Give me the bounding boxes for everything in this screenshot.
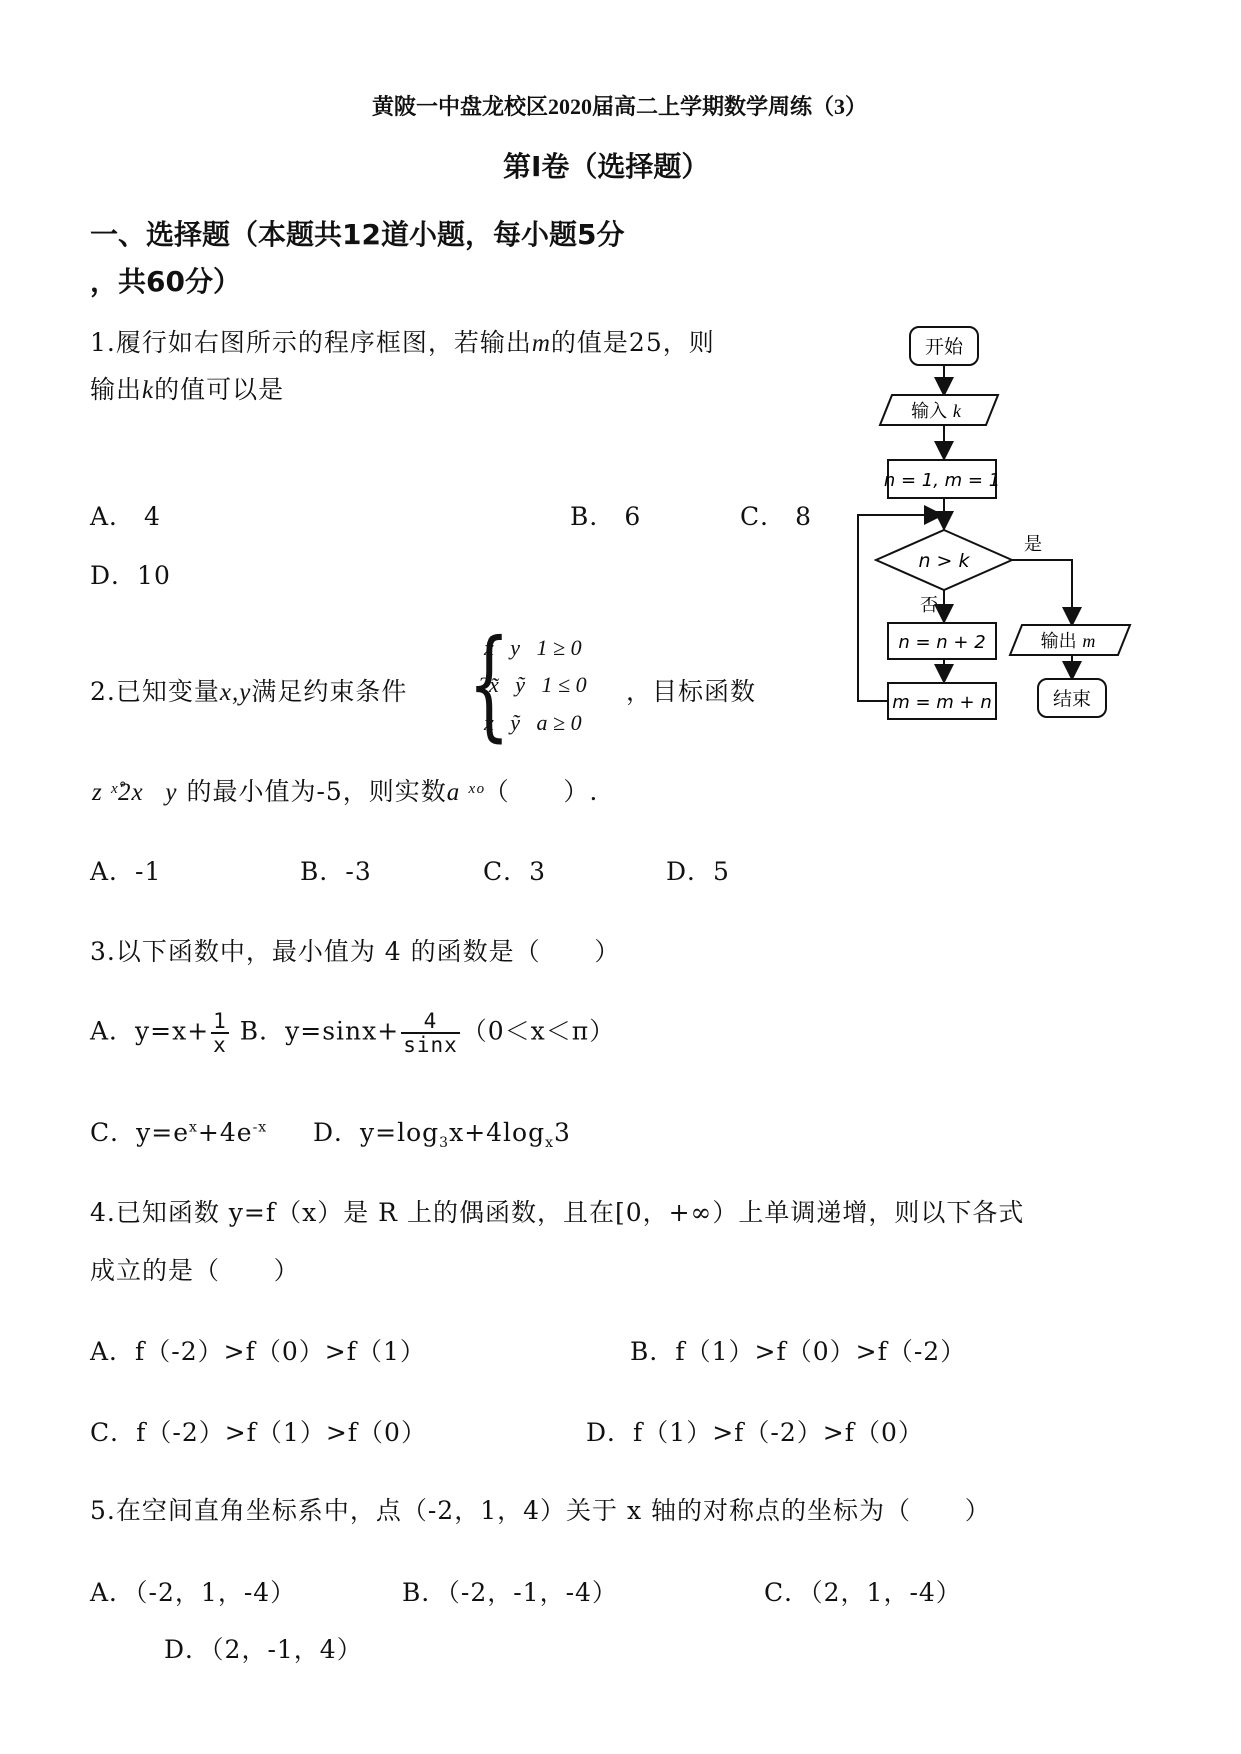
q1-text-d: 的值可以是 [154, 375, 285, 404]
question-1-line1 [90, 323, 715, 359]
q3-option-c-b: +4e [197, 1118, 253, 1147]
q3-options-ab [90, 1010, 615, 1056]
q3-option-d-a: D．y=log [313, 1118, 440, 1147]
flow-output-var: m [1082, 631, 1096, 651]
q3-option-c-sup2: -x [252, 1119, 268, 1136]
q3-option-d-b: x+4log [449, 1118, 546, 1147]
q1-text-a: 1.履行如右图所示的程序框图，若输出 [90, 328, 532, 357]
flow-input-var: k [952, 401, 961, 421]
q2-prefix: 2.已知变量 [90, 677, 220, 706]
q3-option-d-c: 3 [554, 1118, 571, 1147]
q2-constraint-brace: { [468, 615, 510, 754]
q3-option-a-prefix: A．y=x+ [90, 1016, 210, 1046]
q4-option-b: B．f（1）>f（0）>f（-2） [630, 1337, 967, 1366]
q2-vars: x,y [219, 679, 252, 706]
question-3: 3.以下函数中，最小值为 4 的函数是（ ） [90, 937, 621, 966]
q3-option-b-num: 4 [401, 1010, 460, 1034]
q2-objective: z ˣ̊2x y [92, 779, 178, 806]
q4-option-a: A．f（-2）>f（0）>f（1） [90, 1337, 426, 1366]
q3-option-d-sub2: x [545, 1135, 555, 1151]
q3-option-c [90, 1113, 267, 1149]
q3-option-a-fraction [211, 1010, 229, 1056]
q3-option-c-sup1: x [189, 1119, 198, 1136]
q3-option-b-den: sinx [403, 1033, 458, 1058]
q2-constraint-3: x ỹ a ≥ 0 [484, 710, 582, 735]
flow-step-n-label: n = n + 2 [898, 632, 986, 653]
page-title: 黄陂一中盘龙校区2020届高二上学期数学周练（3） [372, 94, 868, 119]
section-subtitle: 第Ⅰ卷（选择题） [503, 150, 710, 183]
q2-line2-end: （ ）. [483, 777, 599, 806]
q3-option-d-sub1: 3 [439, 1135, 450, 1151]
q3-option-c-a: C．y=e [90, 1118, 189, 1147]
q3-option-d [313, 1113, 571, 1151]
q2-var-a: a ˣᵒ [446, 779, 484, 806]
q5-option-a: A．（-2，1，-4） [90, 1578, 297, 1607]
q2-option-b: B．-3 [300, 857, 372, 886]
q3-option-a-num: 1 [213, 1009, 227, 1033]
svg-text:输出 m [1041, 631, 1096, 652]
flow-output-label: 输出 [1040, 631, 1077, 652]
q1-text-b: 的值是25，则 [550, 328, 715, 357]
section-heading-line1: 一、选择题（本题共12道小题，每小题5分 [90, 218, 625, 251]
question-2-line2 [92, 772, 598, 808]
q4-option-d: D．f（1）>f（-2）>f（0） [586, 1418, 924, 1447]
q1-option-a: A． 4 [90, 502, 161, 531]
q3-option-b-suffix: （0＜x＜π） [461, 1016, 616, 1046]
q2-option-c: C．3 [483, 857, 547, 886]
q1-var-m: m [531, 330, 551, 357]
question-2-line1 [90, 672, 407, 708]
flow-no-label: 否 [920, 595, 938, 616]
q5-option-b: B．（-2，-1，-4） [402, 1578, 618, 1607]
q3-option-a-den: x [213, 1033, 227, 1058]
q3-option-b-fraction [401, 1010, 460, 1056]
q2-suffix: ，目标函数 [626, 677, 757, 706]
q2-line2-mid: 的最小值为-5，则实数 [186, 777, 447, 806]
svg-text:输入 k [911, 401, 962, 422]
flow-input-label: 输入 [911, 401, 948, 422]
q2-constraint-2: 2x̃ ỹ 1 ≤ 0 [478, 672, 587, 697]
q2-constraint-1: x̃ y 1 ≥ 0 [484, 635, 582, 660]
flowchart [840, 315, 1140, 725]
q1-option-c: C． 8 [740, 502, 812, 531]
question-5: 5.在空间直角坐标系中，点（-2，1，4）关于 x 轴的对称点的坐标为（ ） [90, 1496, 991, 1525]
q2-option-d: D．5 [666, 857, 730, 886]
flow-condition-label: n > k [918, 550, 970, 572]
q1-option-d: D．10 [90, 561, 171, 590]
section-heading-line2: ，共60分） [90, 265, 241, 298]
question-4-line2: 成立的是（ ） [90, 1256, 300, 1285]
q1-option-b: B． 6 [570, 502, 642, 531]
q5-option-c: C．（2，1，-4） [764, 1578, 962, 1607]
flow-end-label: 结束 [1052, 688, 1092, 710]
flow-init-label: n = 1, m = 1 [883, 470, 1001, 491]
q1-text-c: 输出 [90, 375, 143, 404]
flow-step-m-label: m = m + n [892, 692, 992, 713]
flow-start-label: 开始 [924, 336, 964, 358]
question-1-line2 [90, 370, 284, 406]
q2-mid: 满足约束条件 [251, 677, 408, 706]
question-4-line1: 4.已知函数 y=f（x）是 R 上的偶函数，且在[0，+∞）上单调递增，则以下各式 [90, 1198, 1025, 1227]
q1-var-k: k [142, 377, 155, 404]
q2-option-a: A．-1 [90, 857, 162, 886]
flow-yes-label: 是 [1024, 534, 1042, 555]
q3-option-b-prefix: B．y=sinx+ [239, 1016, 400, 1046]
q5-option-d: D．（2，-1，4） [164, 1635, 363, 1664]
q4-option-c: C．f（-2）>f（1）>f（0） [90, 1418, 427, 1447]
